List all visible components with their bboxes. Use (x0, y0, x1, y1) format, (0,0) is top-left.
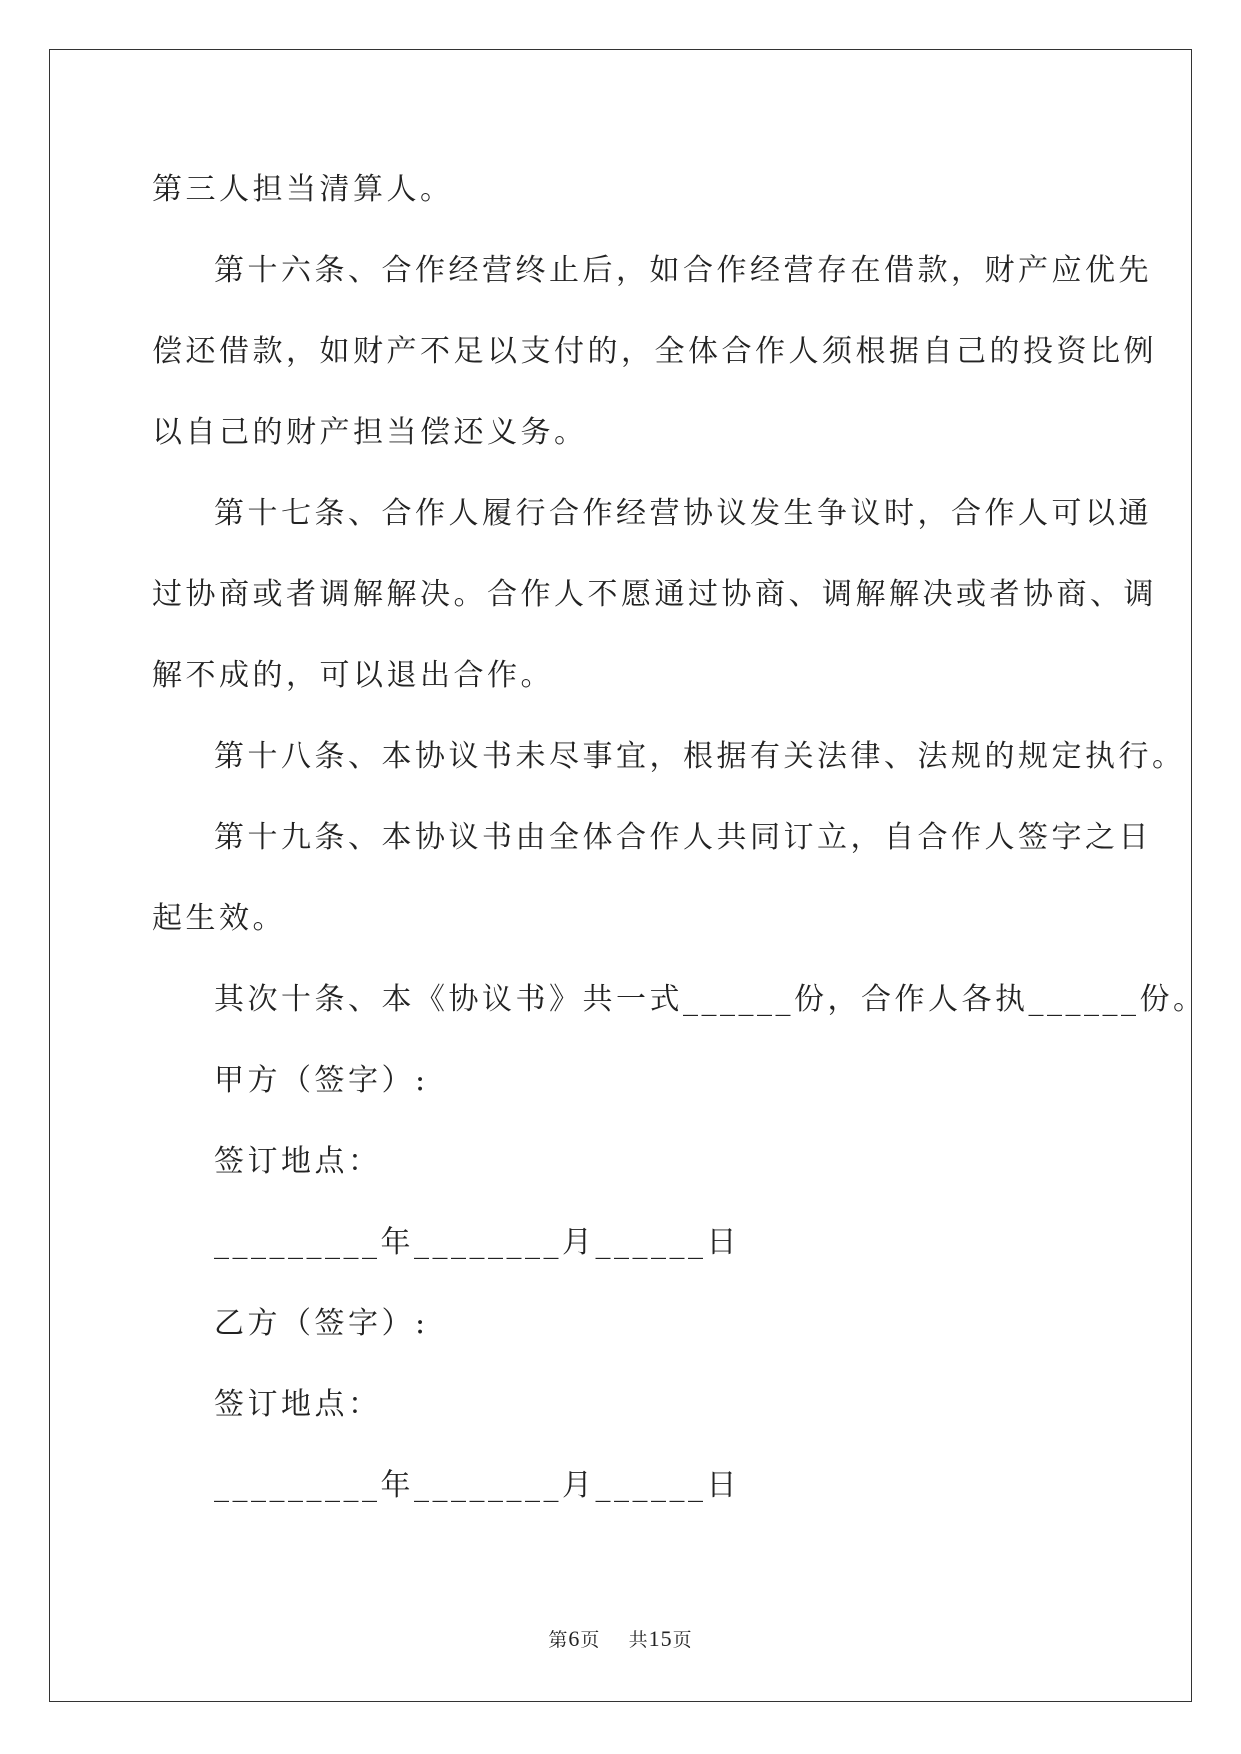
party-a-signature-label: 甲方（签字）: (214, 1063, 429, 1098)
total-prefix: 共 (628, 1629, 649, 1651)
party-b-location-label: 签订地点： (214, 1387, 382, 1422)
document-body (152, 160, 1207, 1537)
text-line-clause19-b: 起生效。 (152, 901, 286, 936)
text-line-clause17-b: 过协商或者调解解决。合作人不愿通过协商、调解解决或者协商、调 (152, 577, 1157, 612)
text-line-clause15-end: 第三人担当清算人。 (152, 172, 454, 207)
text-line-clause18: 第十八条、本协议书未尽事宜，根据有关法律、法规的规定执行。 (214, 739, 1186, 774)
party-b-date-line: _________年________月______日 (214, 1468, 740, 1503)
party-a-date-line: _________年________月______日 (214, 1225, 740, 1260)
total-pages: 15 (648, 1626, 673, 1651)
total-suffix: 页 (672, 1629, 693, 1651)
text-line-clause17-a: 第十七条、合作人履行合作经营协议发生争议时，合作人可以通 (214, 496, 1152, 531)
text-line-clause20: 其次十条、本《协议书》共一式______份，合作人各执______份。 (214, 982, 1207, 1017)
party-a-location-label: 签订地点： (214, 1144, 382, 1179)
text-line-clause19-a: 第十九条、本协议书由全体合作人共同订立，自合作人签字之日 (214, 820, 1152, 855)
text-line-clause16-c: 以自己的财产担当偿还义务。 (152, 415, 588, 450)
text-line-clause17-c: 解不成的，可以退出合作。 (152, 658, 554, 693)
text-line-clause16-b: 偿还借款，如财产不足以支付的，全体合作人须根据自己的投资比例 (152, 334, 1157, 369)
page-prefix: 第 (548, 1629, 569, 1651)
page-number: 6 (568, 1626, 581, 1651)
text-line-clause16-a: 第十六条、合作经营终止后，如合作经营存在借款，财产应优先 (214, 253, 1152, 288)
page-suffix: 页 (580, 1629, 601, 1651)
party-b-signature-label: 乙方（签字）: (214, 1306, 429, 1341)
page-footer (0, 1626, 1241, 1653)
